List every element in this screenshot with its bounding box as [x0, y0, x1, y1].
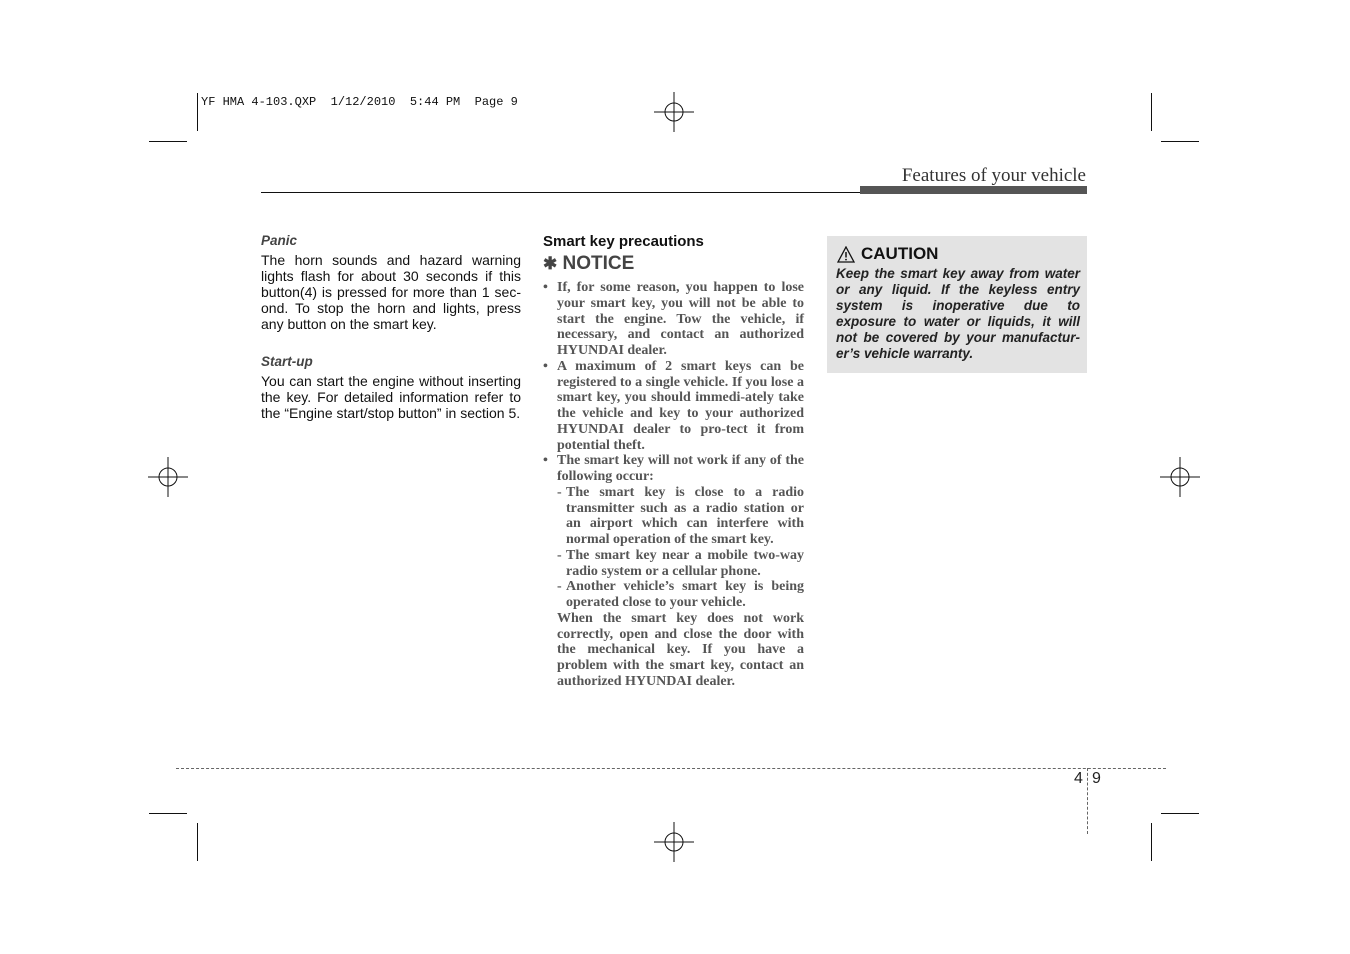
crop-mark	[1161, 141, 1199, 142]
list-item: • A maximum of 2 smart keys can be registered to a single vehicle. If you lose a smart key, you should immedi-ately take the vehicle and key to your authorized HYUNDAI dealer to pro-tect it from potential theft.	[543, 359, 804, 454]
footer-dashed-divider	[1087, 768, 1088, 834]
header-bar	[860, 186, 1087, 194]
crop-mark	[197, 93, 198, 131]
notice-label: NOTICE	[562, 253, 635, 274]
asterisk-icon: ✱	[543, 254, 558, 273]
precautions-heading: Smart key precautions	[543, 233, 704, 250]
sub-list-item: - Another vehicle’s smart key is being operated close to your vehicle.	[543, 579, 804, 611]
crop-mark	[149, 141, 187, 142]
section-title: Features of your vehicle	[901, 165, 1086, 186]
panic-text: The horn sounds and hazard warning lights flash for about 30 seconds if this button(4) is pressed for more than 1 sec-ond. To stop the horn and lights, press any button on the smart key.	[261, 252, 521, 332]
crop-mark	[1151, 823, 1152, 861]
list-item: • The smart key will not work if any of the following occur:	[543, 453, 804, 485]
page-number: 9	[1092, 770, 1101, 787]
startup-text: You can start the engine without inserting the key. For detailed information refer to the “Engine start/stop button” in section 5.	[261, 373, 521, 421]
panic-heading: Panic	[261, 233, 298, 248]
registration-mark-icon	[1160, 457, 1200, 497]
sub-list-item: - The smart key near a mobile two-way radio system or a cellular phone.	[543, 548, 804, 580]
crop-mark	[197, 823, 198, 861]
precautions-list	[543, 280, 804, 690]
crop-mark	[149, 813, 187, 814]
list-item: • If, for some reason, you happen to lose your smart key, you will not be able to start the engine. Tow the vehicle, if necessary, and contact an authorized HYUNDAI dealer.	[543, 280, 804, 359]
middle-column	[543, 233, 804, 690]
crop-mark	[1151, 93, 1152, 131]
print-slug: YF HMA 4-103.QXP 1/12/2010 5:44 PM Page 9	[201, 95, 518, 109]
registration-mark-icon	[148, 457, 188, 497]
caution-box	[827, 236, 1087, 373]
warning-triangle-icon	[837, 246, 855, 263]
registration-mark-icon	[654, 822, 694, 862]
left-column	[261, 233, 521, 421]
caution-heading	[837, 244, 938, 264]
notice-heading	[543, 253, 804, 275]
caution-text: Keep the smart key away from water or any liquid. If the keyless entry system is inoperative due to exposure to water or liquids, it will not be covered by your manufactur-er’s vehicle warranty.	[836, 266, 1080, 361]
footer-dashed-rule	[176, 768, 1166, 769]
caution-label: CAUTION	[861, 244, 939, 263]
registration-mark-icon	[654, 92, 694, 132]
closing-paragraph: When the smart key does not work correctly, open and close the door with the mechanical key. If you have a problem with the smart key, contact an authorized HYUNDAI dealer.	[557, 610, 804, 689]
section-number: 4	[1074, 770, 1083, 787]
crop-mark	[1161, 813, 1199, 814]
startup-heading: Start-up	[261, 354, 313, 369]
sub-list-item: - The smart key is close to a radio transmitter such as a radio station or an airport which can interfere with normal operation of the smart key.	[543, 485, 804, 548]
